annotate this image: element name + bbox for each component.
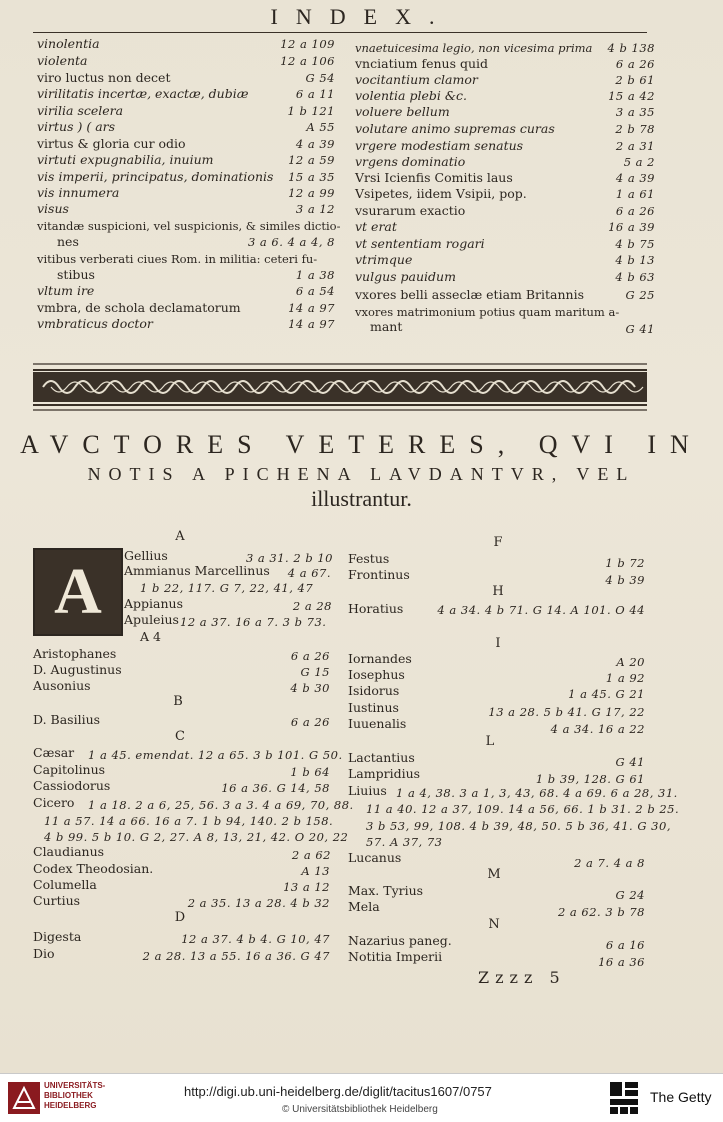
section-title-line2: NOTIS A PICHENA LAVDANTVR, VEL: [87, 464, 636, 484]
author-name: Digesta: [33, 929, 82, 944]
index-ref: 1 b 121: [287, 104, 335, 118]
author-name: Mela: [348, 899, 380, 914]
index-entry: nes: [57, 234, 79, 249]
author-ref: 3 a 31. 2 b 10: [245, 551, 333, 565]
index-entry: vtrimque: [355, 252, 413, 267]
index-entry: vinolentia: [37, 36, 100, 51]
author-name: Lampridius: [348, 766, 421, 781]
author-ref: 2 a 7. 4 a 8: [574, 856, 645, 870]
index-ref: 12 a 106: [280, 54, 335, 68]
letter-heading-l: L: [485, 734, 495, 749]
index-entry: vulgus pauidum: [355, 269, 456, 284]
index-entry: vitibus verberati ciues Rom. in militia: ceteri fu-: [37, 252, 318, 266]
letter-heading-i: I: [495, 636, 501, 651]
index-entry: vis innumera: [37, 185, 120, 200]
author-name: Isidorus: [348, 683, 400, 698]
author-ref: 6 a 26: [290, 715, 330, 729]
author-ref: 13 a 28. 5 b 41. G 17, 22: [488, 705, 645, 719]
letter-heading-f: F: [493, 535, 503, 550]
index-ref: 4 b 75: [615, 237, 655, 251]
index-entry: vsurarum exactio: [355, 203, 466, 218]
author-name: Dio: [33, 946, 55, 961]
letter-heading-h: H: [492, 584, 504, 599]
index-entry: mant: [370, 319, 403, 334]
index-entry: virtus & gloria cur odio: [37, 136, 186, 151]
index-entry: vt sententiam rogari: [355, 236, 485, 251]
institution-name: UNIVERSITÄTS- BIBLIOTHEK HEIDELBERG: [44, 1081, 106, 1110]
author-name: Ausonius: [33, 678, 91, 693]
index-ref: 6 a 26: [615, 204, 655, 218]
index-ref: G 25: [625, 288, 655, 302]
author-ref: 4 a 67.: [287, 566, 331, 580]
author-name: Max. Tyrius: [348, 883, 424, 898]
author-name: Festus: [348, 551, 390, 566]
getty-logo-icon[interactable]: [608, 1080, 640, 1116]
index-entry: violenta: [37, 53, 88, 68]
index-entry: vltum ire: [37, 283, 95, 298]
author-name: Curtius: [33, 893, 81, 908]
index-entry: virilia scelera: [37, 103, 124, 118]
index-entry: stibus: [57, 267, 95, 282]
author-name: Cæsar: [33, 745, 75, 760]
author-name: Codex Theodosian.: [33, 861, 154, 876]
index-entry: Vrsi Icienfis Comitis laus: [355, 170, 513, 185]
index-ref: 12 a 59: [288, 153, 335, 167]
author-name: D. Augustinus: [33, 662, 122, 677]
index-entry: volutare animo supremas curas: [355, 121, 555, 136]
author-name: Gellius: [124, 548, 168, 563]
index-entry: vnciatium fenus quid: [355, 56, 489, 71]
index-ref: 14 a 97: [288, 301, 335, 315]
author-name: Frontinus: [348, 567, 410, 582]
index-ref: G 54: [305, 71, 335, 85]
index-ref: 4 b 63: [615, 270, 655, 284]
index-ref: 5 a 2: [623, 155, 655, 169]
author-ref: 1 b 64: [290, 765, 330, 779]
author-ref: 1 a 92: [605, 671, 645, 685]
author-ref: A 20: [616, 655, 645, 669]
author-ref: 12 a 37. 4 b 4. G 10, 47: [181, 932, 330, 946]
author-name: Liuius: [348, 783, 387, 798]
author-ref: 13 a 12: [283, 880, 330, 894]
index-ref: 12 a 109: [280, 37, 335, 51]
author-name: Cicero: [33, 795, 75, 810]
author-ref: 16 a 36. G 14, 58: [221, 781, 330, 795]
index-entry: vrgere modestiam senatus: [355, 138, 524, 153]
letter-heading-n: N: [488, 917, 500, 932]
index-ref: 4 b 138: [607, 41, 655, 55]
index-ref: 6 a 54: [295, 284, 335, 298]
index-ref: 2 a 31: [615, 139, 655, 153]
author-name: Claudianus: [33, 844, 105, 859]
section-title-line1: AVCTORES VETERES, QVI IN: [20, 430, 703, 459]
author-name: Cassiodorus: [33, 778, 111, 793]
author-ref: 1 a 18. 2 a 6, 25, 56. 3 a 3. 4 a 69, 70, 88.: [88, 798, 354, 812]
index-ref: 14 a 97: [288, 317, 335, 331]
page-header: INDEX.: [270, 4, 453, 29]
author-ref: 6 a 26: [290, 649, 330, 663]
author-name: Apuleius: [124, 612, 179, 627]
page-url-link[interactable]: http://digi.ub.uni-heidelberg.de/diglit/tacitus1607/0757: [184, 1084, 492, 1099]
author-ref: 2 a 62: [291, 848, 331, 862]
author-ref: G 41: [615, 755, 645, 769]
author-ref: 2 a 28: [292, 599, 332, 613]
author-name: Horatius: [348, 601, 404, 616]
author-ref: 2 a 35. 13 a 28. 4 b 32: [187, 896, 330, 910]
index-entry: vis imperii, principatus, dominationis: [37, 169, 274, 184]
author-ref: 4 b 30: [290, 681, 330, 695]
letter-heading-b: B: [173, 694, 183, 709]
letter-heading-a: A: [175, 529, 185, 544]
author-name: Appianus: [124, 596, 183, 611]
letter-heading-c: C: [175, 729, 185, 744]
author-name: Columella: [33, 877, 97, 892]
index-entry: vocitantium clamor: [355, 72, 478, 87]
author-ref: A 13: [301, 864, 330, 878]
partner-name: The Getty: [650, 1089, 712, 1105]
index-entry: volentia plebi &c.: [355, 88, 467, 103]
ornamental-border: [33, 362, 647, 412]
author-ref: 2 a 62. 3 b 78: [557, 905, 645, 919]
index-entry: voluere bellum: [355, 104, 450, 119]
author-name: Iuuenalis: [348, 716, 407, 731]
author-name: Iosephus: [348, 667, 405, 682]
index-entry: vt erat: [355, 219, 397, 234]
author-name: Iornandes: [348, 651, 412, 666]
author-ref: 4 b 39: [605, 573, 645, 587]
index-ref: 1 a 38: [295, 268, 335, 282]
author-name: D. Basilius: [33, 712, 101, 727]
author-name: A 4: [140, 629, 161, 644]
copyright-notice: © Universitätsbibliothek Heidelberg: [282, 1104, 438, 1115]
viewer-footer: [0, 1073, 723, 1122]
author-ref: 1 b 39, 128. G 61: [535, 772, 645, 786]
author-name: Capitolinus: [33, 762, 106, 777]
index-ref: 3 a 35: [615, 105, 655, 119]
author-ref: 3 b 53, 99, 108. 4 b 39, 48, 50. 5 b 36, 41. G 30,: [366, 819, 671, 833]
author-ref: 4 b 99. 5 b 10. G 2, 27. A 8, 13, 21, 42. O 20, 22: [44, 830, 349, 844]
author-ref: 6 a 16: [605, 938, 645, 952]
letter-heading-m: M: [487, 867, 501, 882]
author-ref: 1 b 22, 117. G 7, 22, 41, 47: [140, 581, 314, 595]
letter-heading-d: D: [174, 910, 186, 925]
author-name: Notitia Imperii: [348, 949, 443, 964]
index-entry: vitandæ suspicioni, vel suspicionis, & similes dictio-: [37, 219, 341, 233]
index-ref: 3 a 12: [295, 202, 335, 216]
author-name: Lactantius: [348, 750, 415, 765]
author-ref: G 15: [300, 665, 330, 679]
index-ref: 4 b 13: [615, 253, 655, 267]
author-name: Aristophanes: [33, 646, 117, 661]
index-ref: 16 a 39: [608, 220, 655, 234]
author-name: Iustinus: [348, 700, 399, 715]
index-entry: vmbra, de schola declamatorum: [37, 300, 241, 315]
index-ref: 15 a 35: [288, 170, 335, 184]
index-entry: virtus ) ( ars: [37, 119, 116, 134]
header-rule: [33, 32, 647, 33]
author-ref: 12 a 37. 16 a 7. 3 b 73.: [180, 615, 327, 629]
author-ref: 4 a 34. 4 b 71. G 14. A 101. O 44: [437, 603, 645, 617]
author-name: Lucanus: [348, 850, 402, 865]
author-name: Ammianus Marcellinus: [124, 563, 270, 578]
index-ref: 1 a 61: [615, 187, 655, 201]
index-entry: vxores matrimonium potius quam maritum a-: [355, 305, 620, 319]
section-title-line3: illustrantur.: [311, 486, 412, 511]
index-entry: vnaetuicesima legio, non vicesima prima: [355, 41, 593, 55]
index-entry: viro luctus non decet: [37, 70, 171, 85]
author-ref: 1 b 72: [605, 556, 645, 570]
index-entry: vmbraticus doctor: [37, 316, 153, 331]
index-ref: 3 a 6. 4 a 4, 8: [247, 235, 335, 249]
index-ref: 6 a 11: [295, 87, 335, 101]
index-ref: 4 a 39: [615, 171, 655, 185]
index-ref: 4 a 39: [295, 137, 335, 151]
author-ref: 16 a 36: [598, 955, 645, 969]
index-ref: 6 a 26: [615, 57, 655, 71]
author-name: Nazarius paneg.: [348, 933, 452, 948]
index-ref: 2 b 61: [615, 73, 655, 87]
author-ref: G 24: [615, 888, 645, 902]
index-ref: 15 a 42: [608, 89, 655, 103]
index-entry: vxores belli asseclæ etiam Britannis: [355, 287, 585, 302]
index-entry: visus: [37, 201, 69, 216]
index-ref: G 41: [625, 322, 655, 336]
index-ref: A 55: [306, 120, 335, 134]
author-ref: 11 a 57. 14 a 66. 16 a 7. 1 b 94, 140. 2 b 158.: [44, 814, 334, 828]
university-library-logo-icon[interactable]: [8, 1082, 40, 1114]
index-entry: virtuti expugnabilia, inuium: [37, 152, 214, 167]
author-ref: 57. A 37, 73: [366, 835, 443, 849]
index-ref: 12 a 99: [288, 186, 335, 200]
author-ref: 1 a 4, 38. 3 a 1, 3, 43, 68. 4 a 69. 6 a 28, 31.: [396, 786, 678, 800]
signature-mark: Zzzz 5: [478, 968, 566, 987]
index-ref: 2 b 78: [615, 122, 655, 136]
author-ref: 2 a 28. 13 a 55. 16 a 36. G 47: [142, 949, 330, 963]
index-entry: Vsipetes, iidem Vsipii, pop.: [355, 186, 527, 201]
author-ref: 11 a 40. 12 a 37, 109. 14 a 56, 66. 1 b 31. 2 b 25.: [366, 802, 680, 816]
index-entry: vrgens dominatio: [355, 154, 466, 169]
author-ref: 4 a 34. 16 a 22: [550, 722, 645, 736]
author-ref: 1 a 45. emendat. 12 a 65. 3 b 101. G 50.: [88, 748, 343, 762]
index-entry: virilitatis incertæ, exactæ, dubiæ: [37, 86, 249, 101]
decorated-initial: A: [33, 548, 123, 636]
author-ref: 1 a 45. G 21: [568, 687, 645, 701]
